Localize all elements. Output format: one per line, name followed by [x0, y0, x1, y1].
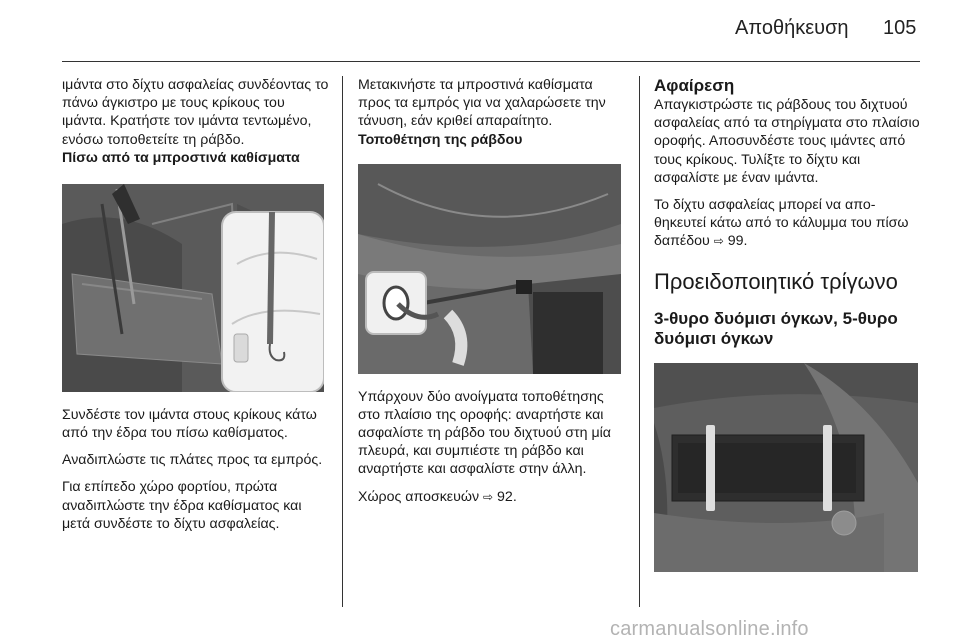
watermark: carmanualsonline.info — [610, 618, 809, 640]
seat-net-illustration — [62, 184, 324, 392]
page-ref-link[interactable]: 92. — [497, 488, 517, 505]
reference-label: Χώρος αποσκευών — [358, 488, 480, 505]
page-ref-link[interactable]: 99. — [727, 233, 748, 250]
subheading: Πίσω από τα μπροστινά καθίσματα — [62, 149, 300, 166]
chapter-heading: Προειδοποιητικό τρίγωνο — [654, 268, 898, 294]
warning-triangle-illustration — [654, 363, 918, 572]
page-header — [0, 0, 960, 62]
section-heading: Αφαίρεση — [654, 76, 735, 95]
page-number: 105 — [883, 17, 917, 39]
paragraph: Αναδιπλώστε τις πλάτες προς τα εμπρός. — [62, 452, 323, 469]
paragraph: Μετακινήστε τα μπροστινά καθίσματα προς τα εμπρός για να χαλαρώσετε την τάνυση, εάν κριθεί απαραίτητο. — [358, 77, 606, 130]
paragraph: ιμάντα στο δίχτυ ασφαλείας συνδέοντας το πάνω άγκιστρο με τους κρίκους του ιμάντα. Κρατήστε τον ιμάντα τεντωμένο, ενόσω τοποθετείτε τη ράβδο. — [62, 77, 329, 148]
paragraph: Συνδέστε τον ιμάντα στους κρίκους κάτω από την έδρα του πίσω καθίσματος. — [62, 406, 317, 442]
paragraph: Απαγκιστρώστε τις ράβδους του διχτυού ασφαλείας από τα στηρίγματα στο πλαίσιο οροφής. Αποσυνδέστε τους ιμάντες από τους κρίκους. Τυλίξτε το δίχτυ και ασφαλίστε με έναν ιμάντα. — [654, 97, 920, 186]
column-1 — [62, 76, 330, 533]
column-divider — [639, 76, 640, 607]
paragraph: Υπάρχουν δύο ανοίγματα τοποθέτησης στο πλαίσιο της οροφής: αναρτήστε και ασφαλίστε τη ράβδο του διχτυού στη μία πλευρά, και συμπιέστε τη ράβδο και αναρτήστε και ασφαλίστε στην άλλη. — [358, 388, 611, 478]
page-ref-arrow-icon: ⇨ — [713, 234, 724, 249]
subsection-heading: 3-θυρο δυόμισι όγκων, 5-θυρο δυόμισι όγκων — [654, 308, 898, 348]
paragraph: Για επίπεδο χώρο φορτίου, πρώτα αναδιπλώστε την έδρα καθίσματος και μετά συνδέστε το δίχτυ ασφαλείας. — [62, 479, 302, 532]
column-3 — [654, 76, 920, 572]
cross-reference — [654, 196, 920, 251]
reference-label: Το δίχτυ ασφαλείας μπορεί να αποθηκευτεί κάτω από το κάλυμμα του πίσω δαπέδου — [654, 197, 909, 250]
column-divider — [342, 76, 343, 607]
rod-installation-illustration — [358, 164, 621, 374]
subheading: Τοποθέτηση της ράβδου — [358, 131, 523, 148]
page-ref-arrow-icon: ⇨ — [483, 489, 494, 504]
cross-reference — [358, 488, 624, 506]
column-2 — [358, 76, 624, 506]
chapter-title: Αποθήκευση — [735, 17, 849, 39]
header-rule — [62, 61, 920, 62]
